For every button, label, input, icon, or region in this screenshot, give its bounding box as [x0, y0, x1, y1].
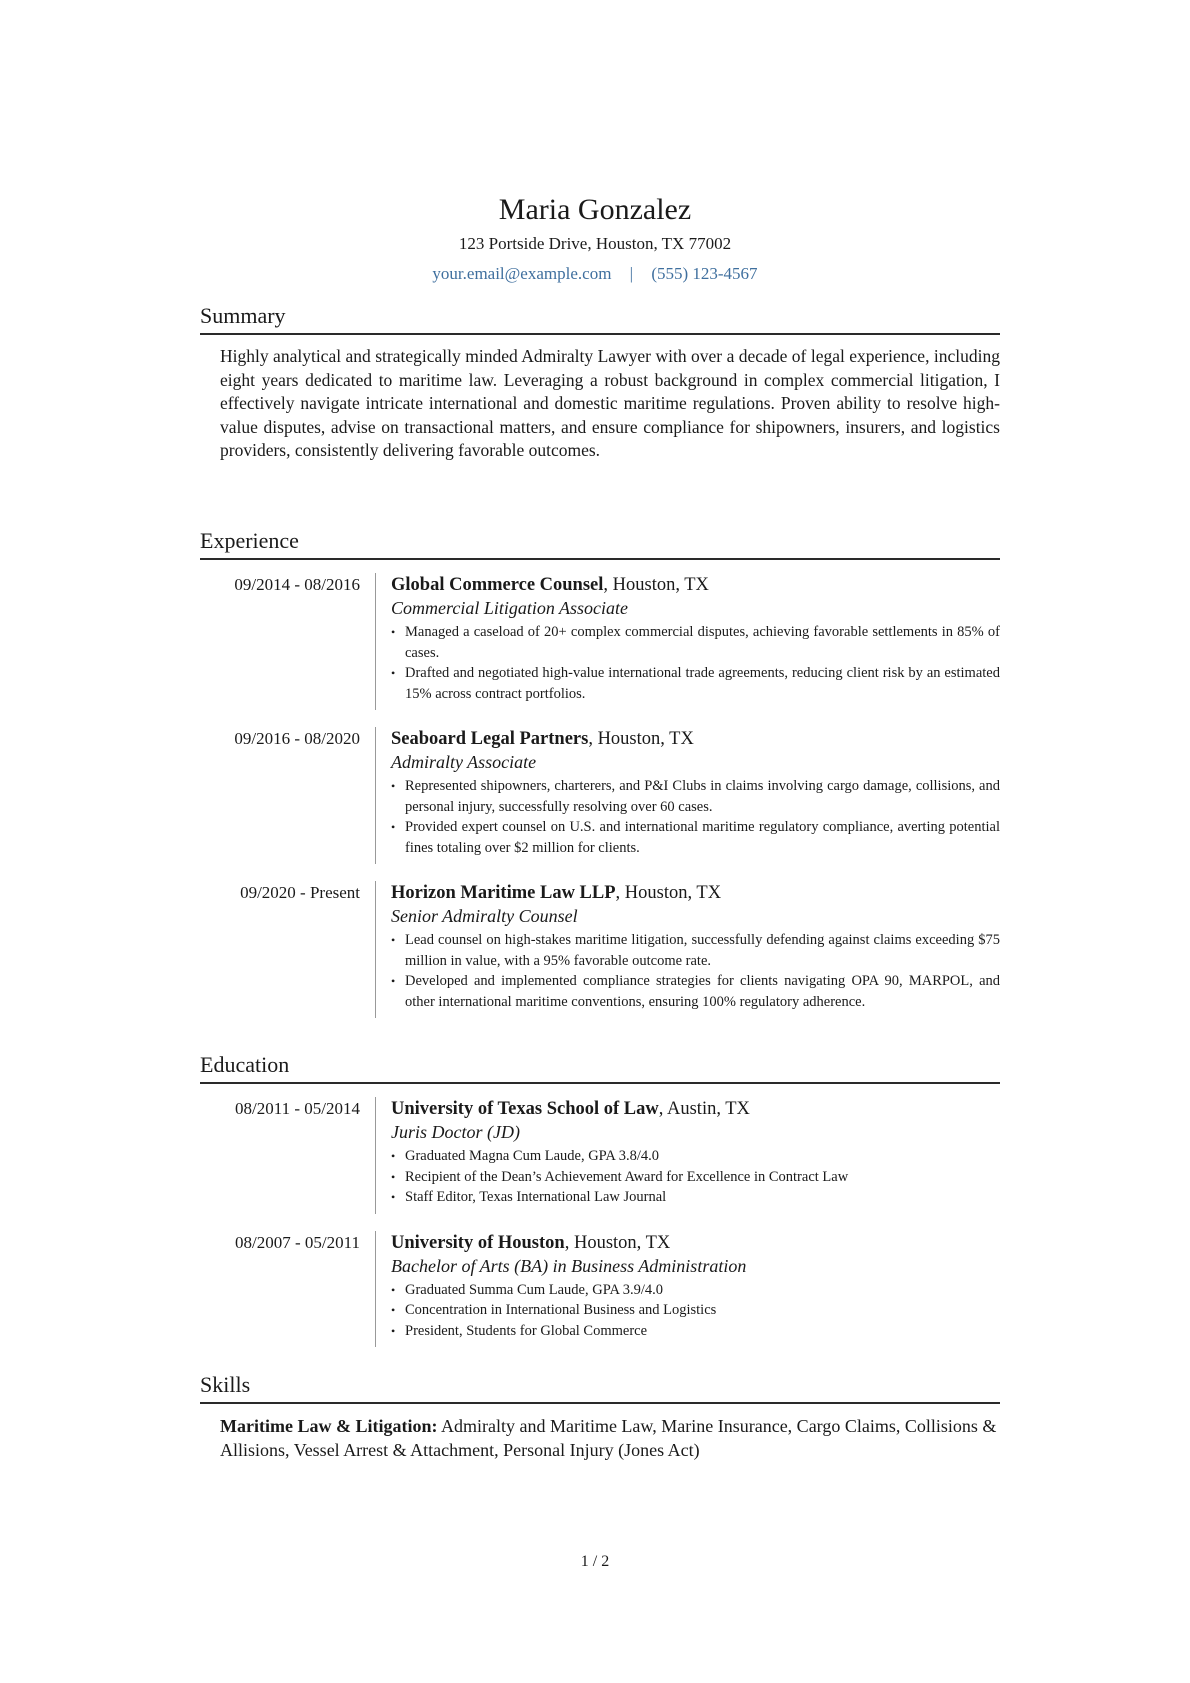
bullet-item: • Recipient of the Dean’s Achievement Award for Excellence in Contract Law	[391, 1167, 1000, 1188]
bullet-item: • Provided expert counsel on U.S. and international maritime regulatory compliance, averting potential fines totaling over $2 million for clients.	[391, 817, 1000, 858]
entry-body	[375, 1231, 1000, 1348]
entry-heading	[391, 881, 1000, 905]
education-entry	[200, 1097, 1000, 1214]
entry-body	[375, 881, 1000, 1018]
entry-bullets	[391, 1280, 1000, 1342]
skills-category-label: Maritime Law & Litigation:	[220, 1416, 438, 1436]
bullet-item: • Represented shipowners, charterers, and P&I Clubs in claims involving cargo damage, collisions, and personal injury, successfully resolving over 60 cases.	[391, 776, 1000, 817]
section-title-education: Education	[200, 1051, 1000, 1084]
entry-organization: Seaboard Legal Partners	[391, 729, 589, 749]
bullet-item: • Lead counsel on high-stakes maritime litigation, successfully defending against claims exceeding $75 million in value, with a 95% favorable outcome rate.	[391, 930, 1000, 971]
summary-text: Highly analytical and strategically minded Admiralty Lawyer with over a decade of legal experience, including eight years dedicated to maritime law. Leveraging a robust background in complex commercial litigation, I effectively navigate intricate international and domestic maritime regulations. Proven ability to resolve high-value disputes, advise on transactional matters, and ensure compliance for shipowners, insurers, and logistics providers, consistently delivering favorable outcomes.	[220, 346, 1000, 460]
bullet-item: • Drafted and negotiated high-value international trade agreements, reducing client risk by an estimated 15% across contract portfolios.	[391, 663, 1000, 704]
entry-body	[375, 1097, 1000, 1214]
experience-entry	[200, 573, 1000, 710]
email-link[interactable]: your.email@example.com	[432, 264, 612, 283]
entry-heading	[391, 727, 1000, 751]
entry-date: 09/2020 - Present	[240, 883, 360, 902]
section-title-skills: Skills	[200, 1371, 1000, 1404]
entry-organization: Global Commerce Counsel	[391, 575, 604, 595]
experience-entry	[200, 881, 1000, 1018]
entry-bullets	[391, 776, 1000, 858]
bullet-item: • President, Students for Global Commerce	[391, 1321, 1000, 1342]
skills-list: Admiralty and Maritime Law, Marine Insurance, Cargo Claims, Collisions & Allisions, Vessel Arrest & Attachment, Personal Injury (Jones Act)	[220, 1416, 997, 1460]
education-entry	[200, 1231, 1000, 1348]
entry-bullets	[391, 622, 1000, 704]
entry-location: , Houston, TX	[615, 883, 722, 903]
entry-date: 08/2007 - 05/2011	[235, 1232, 360, 1252]
address: 123 Portside Drive, Houston, TX 77002	[458, 234, 732, 253]
resume-header	[0, 192, 1190, 286]
entry-role: Juris Doctor (JD)	[391, 1122, 520, 1142]
bullet-item: • Concentration in International Business and Logistics	[391, 1300, 1000, 1321]
entry-role: Admiralty Associate	[391, 752, 537, 772]
entry-heading	[391, 1097, 1000, 1121]
bullet-item: • Staff Editor, Texas International Law Journal	[391, 1187, 1000, 1208]
page-number: 1 / 2	[580, 1553, 610, 1570]
entry-date: 09/2016 - 08/2020	[234, 729, 360, 748]
bullet-item: • Managed a caseload of 20+ complex commercial disputes, achieving favorable settlements in 85% of cases.	[391, 622, 1000, 663]
entry-body	[375, 573, 1000, 710]
bullet-item: • Graduated Summa Cum Laude, GPA 3.9/4.0	[391, 1280, 1000, 1301]
entry-body	[375, 727, 1000, 864]
entry-organization: University of Houston	[391, 1232, 565, 1253]
entry-location: , Houston, TX	[564, 1232, 671, 1253]
experience-section	[200, 527, 1000, 1018]
education-section	[200, 1051, 1000, 1347]
entry-role: Senior Admiralty Counsel	[391, 906, 578, 926]
bullet-item: • Developed and implemented compliance strategies for clients navigating OPA 90, MARPOL, and other international maritime conventions, ensuring 100% regulatory adherence.	[391, 971, 1000, 1012]
entry-bullets	[391, 1146, 1000, 1208]
entry-heading	[391, 1231, 1000, 1255]
candidate-name: Maria Gonzalez	[498, 193, 692, 226]
skills-section	[200, 1371, 1000, 1462]
experience-entry	[200, 727, 1000, 864]
entry-location: , Houston, TX	[588, 729, 694, 749]
entry-organization: University of Texas School of Law	[391, 1099, 659, 1119]
bullet-item: • Graduated Magna Cum Laude, GPA 3.8/4.0	[391, 1146, 1000, 1167]
entry-location: , Austin, TX	[658, 1099, 750, 1119]
entry-role: Bachelor of Arts (BA) in Business Administration	[391, 1255, 747, 1276]
entry-date: 09/2014 - 08/2016	[234, 575, 360, 594]
entry-location: , Houston, TX	[603, 575, 709, 595]
entry-date: 08/2011 - 05/2014	[235, 1099, 360, 1118]
entry-organization: Horizon Maritime Law LLP	[391, 883, 616, 903]
entry-bullets	[391, 930, 1000, 1012]
contact-separator: |	[629, 264, 634, 283]
summary-section	[200, 302, 1000, 463]
phone-link[interactable]: (555) 123-4567	[651, 264, 758, 283]
entry-heading	[391, 573, 1000, 597]
skills-text	[220, 1414, 1000, 1462]
entry-role: Commercial Litigation Associate	[391, 598, 628, 618]
section-title-experience: Experience	[200, 527, 1000, 560]
section-title-summary: Summary	[200, 302, 1000, 335]
contact-line	[0, 262, 1190, 286]
